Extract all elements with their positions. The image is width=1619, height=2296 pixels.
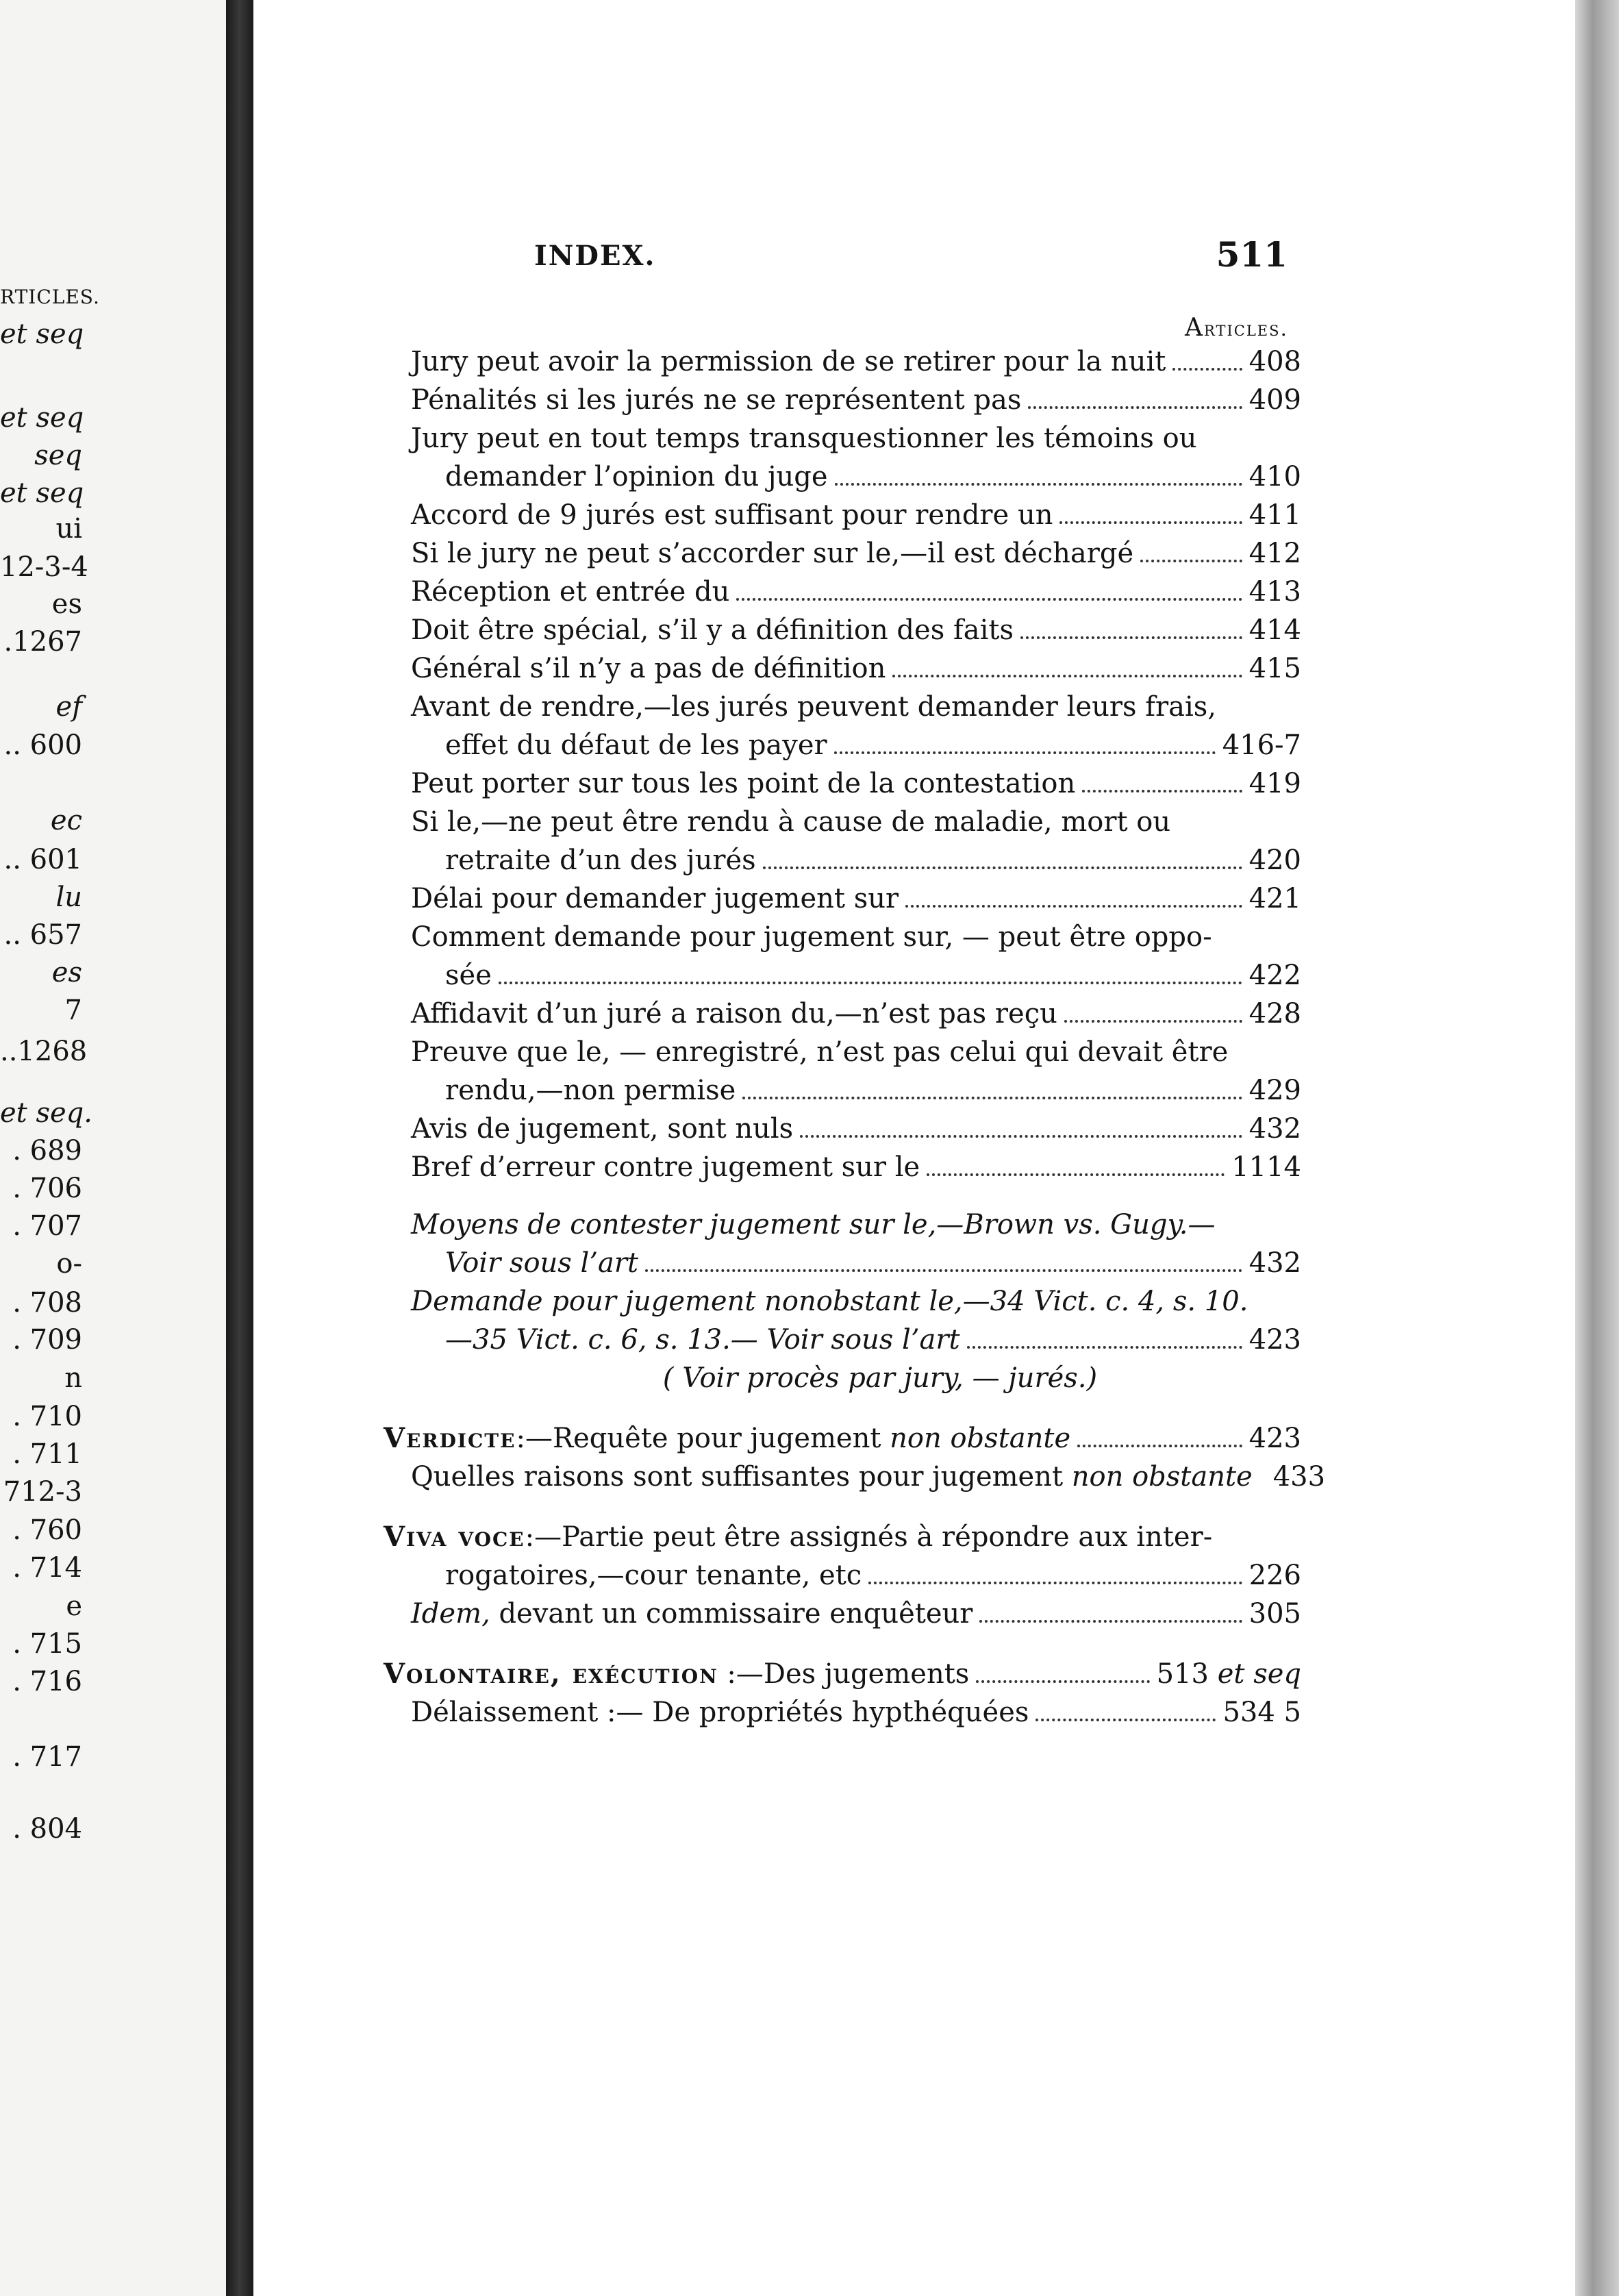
dot-leader (967, 1346, 1242, 1349)
entry-ref: 305 (1248, 1598, 1301, 1630)
index-heading-entry (384, 1655, 1301, 1693)
spacer (411, 1397, 1301, 1419)
facing-page-text-fragment: ef (55, 691, 82, 723)
index-entry (411, 342, 1301, 381)
dot-leader (905, 905, 1242, 908)
book-gutter (226, 0, 253, 2296)
entry-text-part: :—Requête pour jugement (516, 1423, 890, 1454)
entry-text: Si le jury ne peut s’accorder sur le,—il est déchargé (411, 538, 1134, 569)
facing-page-text-fragment: .. 600 (3, 729, 82, 761)
column-label-articles: Articles. (1185, 314, 1289, 342)
dot-leader (835, 483, 1242, 486)
index-entry (411, 649, 1301, 688)
entry-text: Peut porter sur tous les point de la contestation (411, 768, 1076, 799)
index-entry (411, 419, 1301, 458)
dot-leader (927, 1173, 1225, 1176)
entry-ref: 410 (1248, 461, 1301, 492)
facing-page-text-fragment: . 711 (12, 1438, 82, 1470)
index-entry (411, 534, 1301, 573)
dot-leader (1020, 636, 1242, 639)
index-entry (411, 918, 1301, 956)
entry-ref-number: 513 (1156, 1658, 1209, 1690)
index-entry (411, 1148, 1301, 1186)
entry-text-part: :—Partie peut être assignés à répondre aux inter- (525, 1521, 1213, 1553)
facing-page-text-fragment: RTICLES. (0, 286, 100, 308)
index-entry (411, 803, 1301, 841)
index-entry (411, 764, 1301, 803)
entry-text-part: Quelles raisons sont suffisantes pour jugement (411, 1461, 1072, 1493)
entry-ref: 420 (1248, 845, 1301, 876)
facing-page-text-fragment: ui (55, 513, 82, 545)
facing-page-text-fragment: . 709 (12, 1324, 82, 1356)
facing-page-text-fragment: es (51, 588, 82, 620)
entry-text: Demande pour jugement nonobstant le,—34 Vict. c. 4, s. 10. (411, 1286, 1248, 1317)
facing-page-text-fragment: et seq. (0, 1097, 92, 1129)
entry-ref-suffix: et seq (1217, 1658, 1301, 1690)
entry-ref: 414 (1248, 614, 1301, 646)
dot-leader (976, 1680, 1149, 1683)
facing-page-text-fragment: .. 601 (3, 844, 82, 875)
index-entry (411, 879, 1301, 918)
entry-ref: 432 (1248, 1247, 1301, 1279)
dot-leader (800, 1135, 1242, 1138)
entry-text: Général s’il n’y a pas de définition (411, 653, 886, 684)
entry-text (411, 1595, 972, 1633)
dot-leader (834, 751, 1216, 754)
facing-page-text-fragment: . 706 (12, 1173, 82, 1204)
facing-page-text-fragment: e (66, 1590, 82, 1622)
entry-ref: 409 (1248, 384, 1301, 416)
entry-text: Moyens de contester jugement sur le,—Brown vs. Gugy.— (411, 1209, 1216, 1240)
facing-page-text-fragment: . 708 (12, 1287, 82, 1319)
index-entries (384, 342, 1326, 1732)
entry-text: sée (445, 960, 492, 991)
entry-ref: 432 (1248, 1113, 1301, 1145)
index-heading-entry (384, 1419, 1301, 1458)
spacer (411, 1186, 1301, 1206)
index-entry (411, 611, 1301, 649)
index-entry-continuation (411, 1556, 1301, 1595)
index-entry-continuation (411, 1244, 1301, 1282)
dot-leader (1082, 790, 1242, 793)
entry-ref: 421 (1248, 883, 1301, 914)
facing-page-text-fragment: es (51, 957, 82, 988)
facing-page-text-fragment: . 714 (12, 1552, 82, 1584)
heading-word: Verdicte (384, 1422, 516, 1454)
entry-text: Bref d’erreur contre jugement sur le (411, 1151, 920, 1183)
entry-text: Jury peut avoir la permission de se retirer pour la nuit (411, 346, 1166, 377)
dot-leader (1059, 521, 1242, 524)
facing-page-text-fragment: n (64, 1362, 82, 1394)
entry-text-part: :—Des jugements (718, 1658, 970, 1690)
facing-page-text-fragment: o- (56, 1248, 82, 1280)
facing-page-text-fragment: .1267 (3, 626, 82, 658)
dot-leader (1077, 1445, 1242, 1447)
spacer (411, 1633, 1301, 1655)
facing-page-text-fragment: . 716 (12, 1666, 82, 1697)
index-entry-continuation (411, 1321, 1301, 1359)
entry-text: Avant de rendre,—les jurés peuvent demander leurs frais, (411, 691, 1217, 723)
index-entry-italic (411, 1282, 1301, 1321)
index-entry-italic (411, 1206, 1301, 1244)
entry-text: Pénalités si les jurés ne se représentent pas (411, 384, 1022, 416)
page-title: INDEX. (534, 240, 656, 272)
entry-ref: 413 (1248, 576, 1301, 608)
index-heading-entry (384, 1518, 1301, 1556)
facing-page-text-fragment: 7 (64, 995, 82, 1026)
page-edge (1575, 0, 1619, 2296)
entry-ref: 411 (1248, 499, 1301, 531)
entry-ref: 423 (1248, 1324, 1301, 1356)
entry-ref: 419 (1248, 768, 1301, 799)
entry-text (384, 1518, 1212, 1556)
index-entry (411, 496, 1301, 534)
index-entry (411, 1693, 1301, 1732)
facing-page-text-fragment: seq (34, 440, 82, 471)
entry-text: Si le,—ne peut être rendu à cause de maladie, mort ou (411, 806, 1171, 838)
dot-leader (1028, 406, 1242, 409)
index-entry (411, 995, 1301, 1033)
entry-text: retraite d’un des jurés (445, 845, 756, 876)
facing-page-text-fragment: . 717 (12, 1741, 82, 1773)
index-entry (411, 381, 1301, 419)
dot-leader (645, 1269, 1242, 1272)
entry-text: rogatoires,—cour tenante, etc (445, 1560, 862, 1591)
entry-text: Doit être spécial, s’il y a définition des faits (411, 614, 1014, 646)
facing-page-text-fragment: et seq (0, 319, 84, 350)
dot-leader (892, 675, 1242, 677)
dot-leader (1036, 1719, 1216, 1721)
index-entry (411, 1110, 1301, 1148)
entry-text: Avis de jugement, sont nuls (411, 1113, 794, 1145)
facing-page-text-fragment: . 689 (12, 1135, 82, 1166)
dot-leader (979, 1620, 1242, 1623)
entry-text: —35 Vict. c. 6, s. 13.— Voir sous l’art (445, 1324, 960, 1356)
dot-leader (868, 1582, 1242, 1584)
entry-ref: 422 (1248, 960, 1301, 991)
entry-text-part: devant un commissaire enquêteur (490, 1598, 973, 1630)
facing-page-text-fragment: . 760 (12, 1514, 82, 1546)
entry-ref: 534 5 (1222, 1697, 1301, 1728)
index-entry (411, 688, 1301, 726)
entry-text (384, 1655, 969, 1693)
facing-page-text-fragment: .. 657 (3, 919, 82, 951)
entry-text: Comment demande pour jugement sur, — peut être oppo- (411, 921, 1212, 953)
facing-page-text-fragment: et seq (0, 477, 84, 509)
dot-leader (1172, 368, 1242, 371)
dot-leader (1140, 560, 1242, 562)
cross-reference-note: ( Voir procès par jury, — jurés.) (662, 1362, 1098, 1394)
entry-text: Délaissement :— De propriétés hypthéquées (411, 1697, 1029, 1728)
facing-page-text-fragment: . 715 (12, 1628, 82, 1660)
entry-text: Jury peut en tout temps transquestionner les témoins ou (411, 423, 1197, 454)
entry-text: Affidavit d’un juré a raison du,—n’est pas reçu (411, 998, 1057, 1030)
entry-ref: 408 (1248, 346, 1301, 377)
dot-leader (736, 598, 1242, 601)
index-entry (411, 573, 1301, 611)
facing-page-text-fragment: 12-3-4 (0, 551, 88, 583)
facing-page-text-fragment: ..1268 (0, 1036, 88, 1067)
heading-word: Viva voce (384, 1521, 525, 1553)
entry-ref: 423 (1248, 1423, 1301, 1454)
entry-ref: 412 (1248, 538, 1301, 569)
index-entry-continuation (411, 956, 1301, 995)
entry-text-italic: non obstante (1071, 1461, 1253, 1493)
entry-text: Réception et entrée du (411, 576, 730, 608)
entry-text: effet du défaut de les payer (445, 729, 827, 761)
index-entry (411, 1595, 1301, 1633)
entry-ref: 415 (1248, 653, 1301, 684)
entry-text-italic: non obstante (890, 1423, 1071, 1454)
dot-leader (763, 866, 1242, 869)
heading-word: Volontaire, exécution (384, 1658, 718, 1690)
entry-text: demander l’opinion du juge (445, 461, 828, 492)
entry-text (384, 1419, 1070, 1458)
entry-text: rendu,—non permise (445, 1075, 736, 1106)
dot-leader (499, 982, 1242, 984)
dot-leader (742, 1097, 1242, 1099)
facing-page-text-fragment: ec (50, 805, 82, 836)
entry-ref: 416-7 (1222, 729, 1301, 761)
entry-text: Voir sous l’art (445, 1247, 639, 1279)
spacer (411, 1496, 1301, 1518)
dot-leader (1064, 1020, 1242, 1023)
facing-page-text-fragment: . 707 (12, 1210, 82, 1242)
facing-page-text-fragment: . 804 (12, 1813, 82, 1845)
entry-ref: 428 (1248, 998, 1301, 1030)
entry-text-italic: Idem, (411, 1598, 490, 1630)
index-entry-continuation (411, 458, 1301, 496)
entry-text (411, 1458, 1253, 1496)
running-head (534, 234, 1308, 281)
entry-ref: 433 (1272, 1461, 1326, 1493)
entry-text: Délai pour demander jugement sur (411, 883, 899, 914)
page-number: 511 (1216, 234, 1288, 275)
facing-page-text-fragment: 712-3 (3, 1476, 82, 1508)
entry-ref (1157, 1655, 1301, 1693)
index-entry-continuation (411, 726, 1301, 764)
facing-page-fragment (0, 0, 226, 2296)
facing-page-text-fragment: et seq (0, 402, 84, 434)
entry-ref: 226 (1248, 1560, 1301, 1591)
index-entry-continuation (411, 841, 1301, 879)
facing-page-text-fragment: lu (55, 882, 82, 913)
index-entry (411, 1458, 1326, 1496)
index-entry-continuation (411, 1071, 1301, 1110)
entry-ref: 429 (1248, 1075, 1301, 1106)
entry-text: Accord de 9 jurés est suffisant pour rendre un (411, 499, 1053, 531)
entry-text: Preuve que le, — enregistré, n’est pas celui qui devait être (411, 1036, 1229, 1068)
facing-page-text-fragment: . 710 (12, 1401, 82, 1432)
index-entry (411, 1033, 1301, 1071)
entry-ref: 1114 (1231, 1151, 1301, 1183)
